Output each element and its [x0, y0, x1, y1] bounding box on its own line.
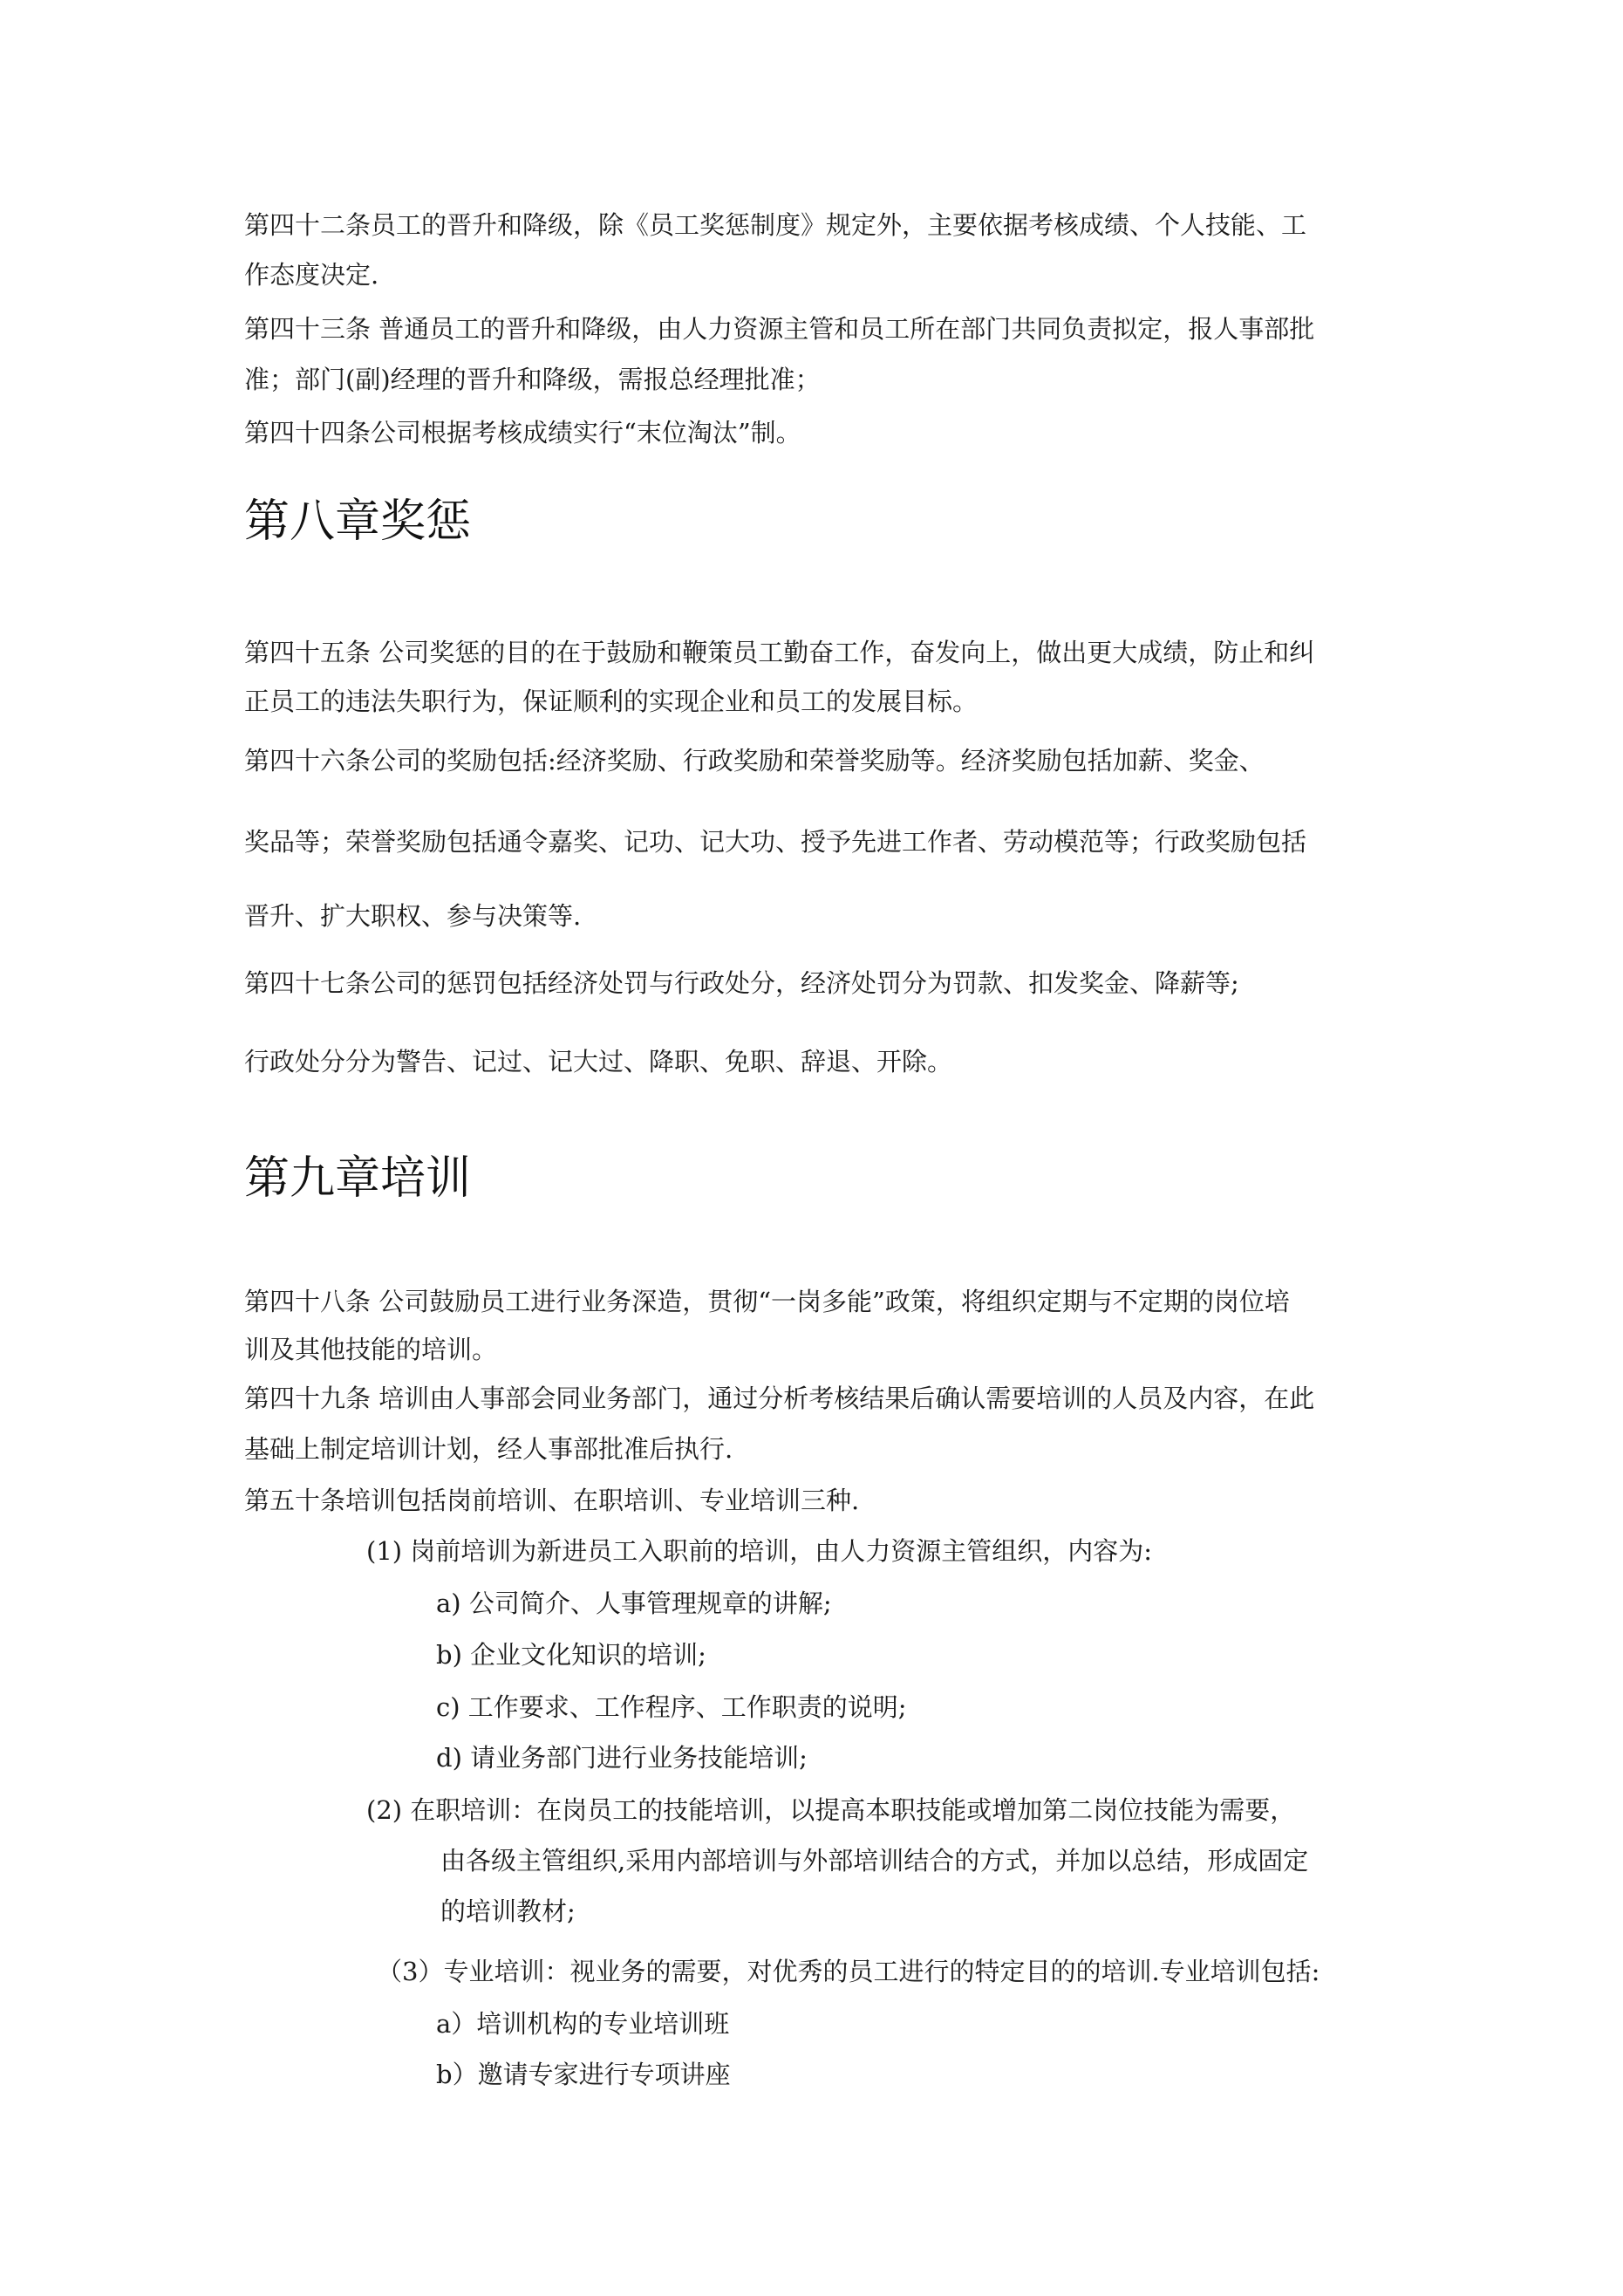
article-48-line-2: 训及其他技能的培训。 — [244, 1335, 498, 1364]
article-50: 第五十条培训包括岗前培训、在职培训、专业培训三种. — [244, 1486, 860, 1515]
article-47-line-2: 行政处分分为警告、记过、记大过、降职、免职、辞退、开除。 — [244, 1047, 953, 1076]
item-2-on-job-training-line-3: 的培训教材; — [440, 1896, 576, 1926]
article-45-line-1: 第四十五条 公司奖惩的目的在于鼓励和鞭策员工勤奋工作，奋发向上，做出更大成绩，防止和纠 — [244, 638, 1315, 667]
article-48-line-1: 第四十八条 公司鼓励员工进行业务深造，贯彻“一岗多能”政策，将组织定期与不定期的岗位培 — [244, 1287, 1290, 1316]
article-43-line-2: 准；部门(副)经理的晋升和降级，需报总经理批准； — [244, 365, 821, 394]
item-1b: b) 企业文化知识的培训; — [436, 1640, 706, 1670]
item-3a: a）培训机构的专业培训班 — [436, 2009, 730, 2039]
article-46-line-3: 晋升、扩大职权、参与决策等. — [244, 901, 582, 931]
article-42-line-2: 作态度决定. — [244, 260, 379, 290]
item-1a: a) 公司简介、人事管理规章的讲解; — [436, 1589, 832, 1618]
article-42-line-1: 第四十二条员工的晋升和降级，除《员工奖惩制度》规定外，主要依据考核成绩、个人技能、工 — [244, 210, 1307, 240]
item-3b: b）邀请专家进行专项讲座 — [436, 2060, 731, 2089]
chapter-9-heading: 第九章培训 — [244, 1152, 472, 1205]
article-43-line-1: 第四十三条 普通员工的晋升和降级，由人力资源主管和员工所在部门共同负责拟定，报人事部批 — [244, 314, 1315, 344]
item-1d: d) 请业务部门进行业务技能培训; — [436, 1743, 808, 1773]
article-46-line-1: 第四十六条公司的奖励包括:经济奖励、行政奖励和荣誉奖励等。经济奖励包括加薪、奖金、 — [244, 746, 1265, 776]
item-2-on-job-training-line-1: (2) 在职培训：在岗员工的技能培训，以提高本职技能或增加第二岗位技能为需要， — [366, 1795, 1296, 1825]
article-49-line-2: 基础上制定培训计划，经人事部批准后执行. — [244, 1434, 733, 1464]
item-1c: c) 工作要求、工作程序、工作职责的说明; — [436, 1692, 907, 1722]
article-46-line-2: 奖品等；荣誉奖励包括通令嘉奖、记功、记大功、授予先进工作者、劳动模范等；行政奖励包括 — [244, 827, 1307, 857]
item-2-on-job-training-line-2: 由各级主管组织,采用内部培训与外部培训结合的方式，并加以总结，形成固定 — [440, 1846, 1309, 1876]
item-1-pre-job-training: (1) 岗前培训为新进员工入职前的培训，由人力资源主管组织，内容为: — [366, 1536, 1153, 1566]
article-45-line-2: 正员工的违法失职行为，保证顺利的实现企业和员工的发展目标。 — [244, 687, 979, 716]
article-44: 第四十四条公司根据考核成绩实行“末位淘汰”制。 — [244, 418, 801, 448]
article-49-line-1: 第四十九条 培训由人事部会同业务部门，通过分析考核结果后确认需要培训的人员及内容，在此 — [244, 1384, 1315, 1413]
chapter-8-heading: 第八章奖惩 — [244, 495, 472, 548]
article-47-line-1: 第四十七条公司的惩罚包括经济处罚与行政处分，经济处罚分为罚款、扣发奖金、降薪等; — [244, 968, 1239, 998]
item-3-professional-training: （3）专业培训：视业务的需要，对优秀的员工进行的特定目的的培训.专业培训包括: — [377, 1957, 1320, 1986]
